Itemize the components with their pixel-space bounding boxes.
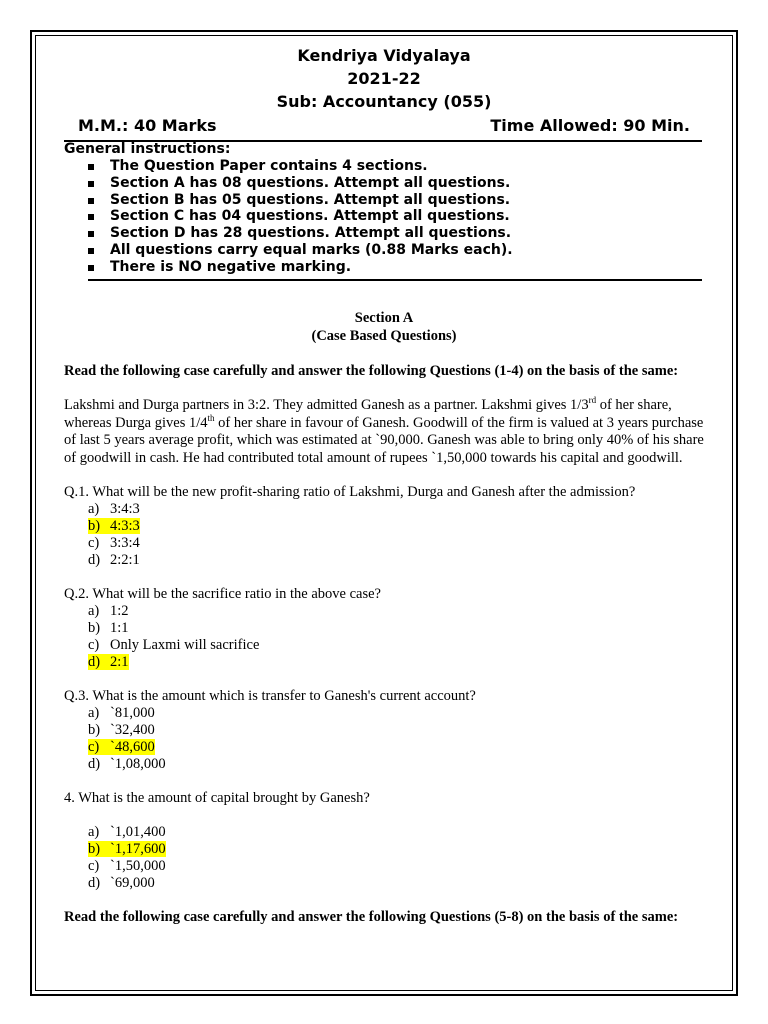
option-item[interactable]: a) `81,000 [88,705,155,721]
instruction-item: Section C has 04 questions. Attempt all questions. [88,208,704,225]
question-1 [64,484,704,569]
school-name: Kendriya Vidyalaya [297,46,471,65]
option-list [64,603,704,671]
question-text: Q.2. What will be the sacrifice ratio in the above case? [64,586,381,602]
section-subtitle: (Case Based Questions) [311,328,457,344]
option-item[interactable]: a) `1,01,400 [88,824,166,840]
max-marks: M.M.: 40 Marks [78,116,217,135]
section-title: Section A [354,310,414,326]
option-item-highlighted[interactable]: c) `48,600 [88,739,155,755]
exam-header [64,44,704,137]
instruction-item: There is NO negative marking. [88,259,704,276]
instruction-item: The Question Paper contains 4 sections. [88,158,704,175]
option-list [64,705,704,773]
subject-line: Sub: Accountancy (055) [276,92,492,111]
option-item[interactable]: b) `32,400 [88,722,155,738]
option-item[interactable]: d) `1,08,000 [88,756,166,772]
case-intro-2: Read the following case carefully and answer the following Questions (5-8) on the basis of the same: [64,909,679,925]
option-item[interactable]: d) 2:2:1 [88,552,140,568]
option-item[interactable]: c) Only Laxmi will sacrifice [88,637,260,653]
option-item[interactable]: b) 1:1 [88,620,129,636]
instruction-item: Section A has 08 questions. Attempt all questions. [88,175,704,192]
question-body [64,309,704,926]
option-item[interactable]: a) 1:2 [88,603,129,619]
marks-time-row [64,114,704,137]
instructions-divider [88,279,702,281]
option-item-highlighted[interactable]: d) 2:1 [88,654,129,670]
academic-year: 2021-22 [347,69,421,88]
option-item[interactable]: c) 3:3:4 [88,535,140,551]
option-list [64,501,704,569]
case-paragraph: Lakshmi and Durga partners in 3:2. They admitted Ganesh as a partner. Lakshmi gives 1/3rd of her share, whereas Durga gives 1/4th of her share in favour of Ganesh. Goodwill of the firm is valued at 3 years purchase of last 5 years average profit, which was estimated at `90,000. Ganesh was able to bring only 40% of his share of goodwill in cash. He had contributed total amount of rupees `1,50,000 towards his capital and goodwill. [64,395,704,466]
instruction-item: Section B has 05 questions. Attempt all questions. [88,192,704,209]
question-4 [64,790,704,892]
option-item[interactable]: d) `69,000 [88,875,155,891]
time-allowed: Time Allowed: 90 Min. [490,116,690,135]
question-text: Q.3. What is the amount which is transfer to Ganesh's current account? [64,688,476,704]
instructions-title: General instructions: [64,141,231,157]
question-text: Q.1. What will be the new profit-sharing ratio of Lakshmi, Durga and Ganesh after the admission? [64,484,636,500]
instruction-item: All questions carry equal marks (0.88 Marks each). [88,242,704,259]
instruction-item: Section D has 28 questions. Attempt all questions. [88,225,704,242]
option-item-highlighted[interactable]: b) 4:3:3 [88,518,140,534]
case-intro: Read the following case carefully and answer the following Questions (1-4) on the basis of the same: [64,363,679,379]
question-3 [64,688,704,773]
option-list [64,824,704,892]
option-item[interactable]: c) `1,50,000 [88,858,166,874]
question-2 [64,586,704,671]
instructions-list [64,158,704,276]
question-text: 4. What is the amount of capital brought by Ganesh? [64,790,370,806]
general-instructions [64,141,704,276]
option-item[interactable]: a) 3:4:3 [88,501,140,517]
option-item-highlighted[interactable]: b) `1,17,600 [88,841,166,857]
